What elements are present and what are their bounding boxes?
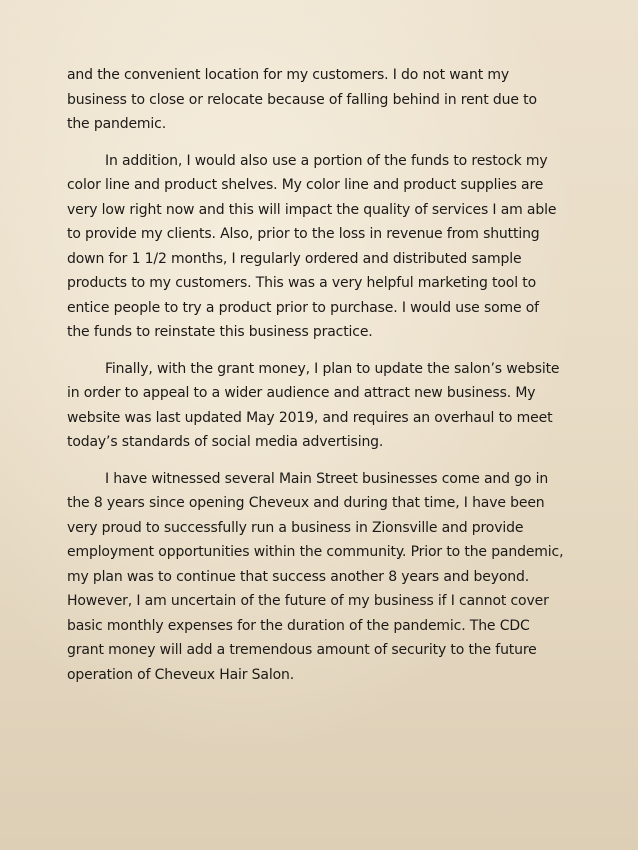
- text-line: the 8 years since opening Cheveux and during that time, I have been: [67, 495, 545, 511]
- paragraph-rent: [67, 63, 587, 137]
- paragraph-website: [67, 357, 587, 455]
- text-line: Finally, with the grant money, I plan to update the salon’s website: [105, 360, 560, 377]
- text-line: website was last updated May 2019, and requires an overhaul to meet: [67, 409, 553, 426]
- text-line: entice people to try a product prior to purchase. I would use some of: [67, 299, 539, 316]
- paragraph-restock: [67, 149, 587, 345]
- text-line: employment opportunities within the community. Prior to the pandemic,: [67, 544, 564, 560]
- text-line: in order to appeal to a wider audience and attract new business. My: [67, 385, 536, 401]
- text-line: the pandemic.: [67, 116, 166, 132]
- text-line: I have witnessed several Main Street businesses come and go in: [105, 470, 549, 487]
- text-line: products to my customers. This was a very helpful marketing tool to: [67, 275, 536, 291]
- text-line: grant money will add a tremendous amount of security to the future: [67, 642, 537, 658]
- text-line: the funds to reinstate this business practice.: [67, 324, 373, 340]
- text-line: operation of Cheveux Hair Salon.: [67, 666, 295, 683]
- text-line: and the convenient location for my customers. I do not want my: [67, 67, 509, 83]
- text-line: very low right now and this will impact the quality of services I am able: [67, 201, 557, 218]
- text-line: However, I am uncertain of the future of my business if I cannot cover: [67, 593, 549, 609]
- text-line: very proud to successfully run a business in Zionsville and provide: [67, 519, 524, 536]
- text-line: basic monthly expenses for the duration of the pandemic. The CDC: [67, 617, 530, 634]
- text-line: In addition, I would also use a portion of the funds to restock my: [105, 152, 548, 169]
- text-line: color line and product shelves. My color line and product supplies are: [67, 177, 544, 193]
- text-line: down for 1 1/2 months, I regularly ordered and distributed sample: [67, 250, 522, 267]
- text-line: my plan was to continue that success another 8 years and beyond.: [67, 568, 530, 585]
- text-line: business to close or relocate because of falling behind in rent due to: [67, 91, 537, 108]
- text-line: to provide my clients. Also, prior to the loss in revenue from shutting: [67, 226, 540, 242]
- paragraph-closing: [67, 467, 587, 688]
- letter-body: [67, 63, 587, 699]
- text-line: today’s standards of social media advertising.: [67, 434, 384, 450]
